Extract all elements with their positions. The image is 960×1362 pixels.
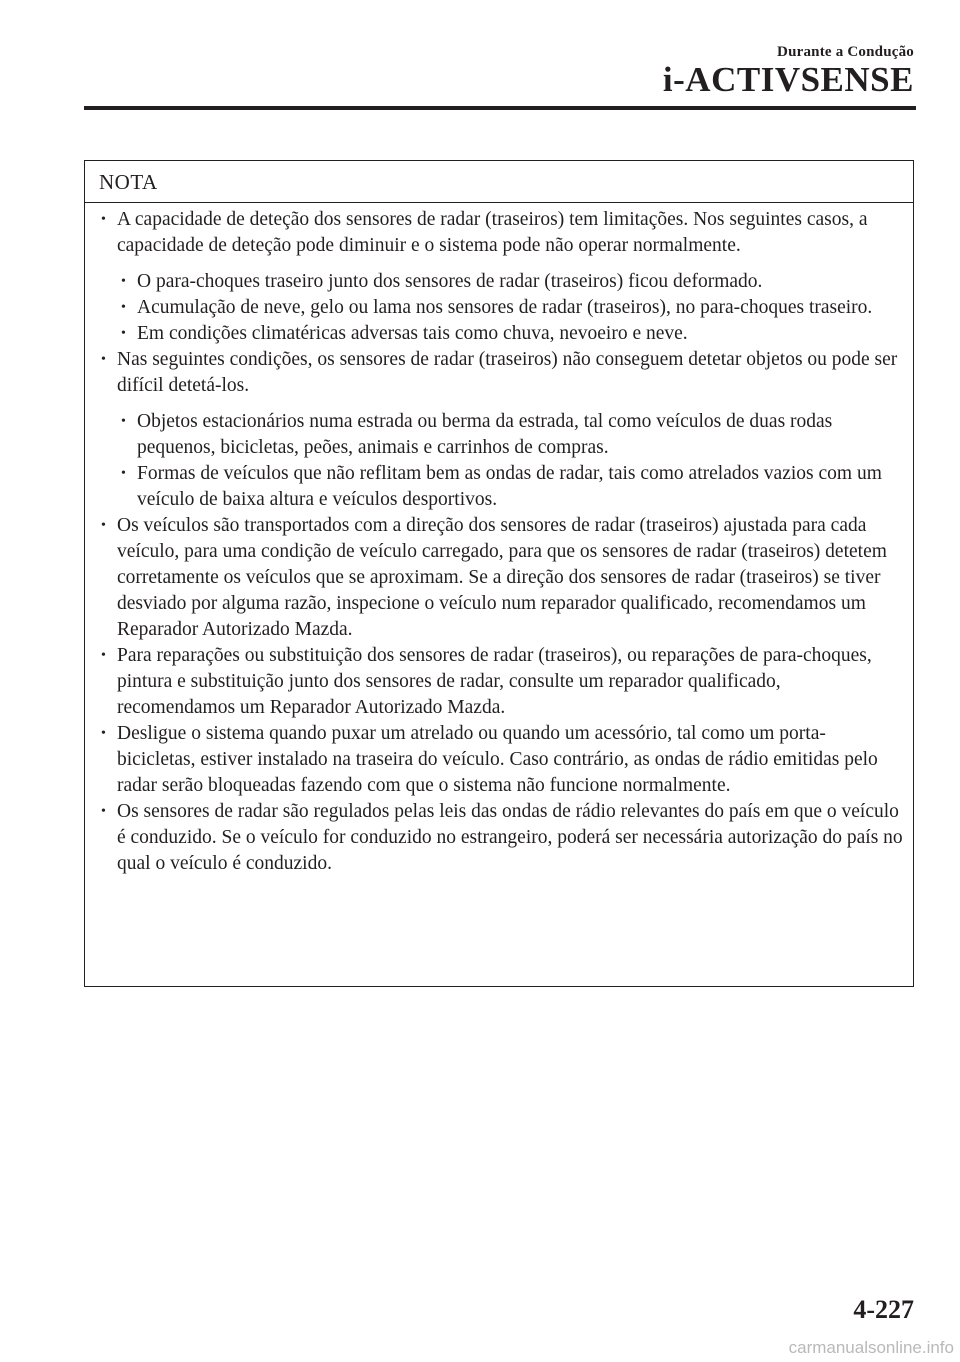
note-item-text: Desligue o sistema quando puxar um atrelado ou quando um acessório, tal como um porta-bicicletas, estiver instalado na traseira do veículo. Caso contrário, as ondas de rádio emitidas pelo radar serão bloqueadas fazendo com que o sistema não funcione normalmente.: [117, 723, 878, 796]
bullet-icon: •: [101, 352, 106, 367]
note-item-text: Formas de veículos que não reflitam bem as ondas de radar, tais como atrelados vazios com um veículo de baixa altura e veículos desportivos.: [137, 463, 882, 510]
note-item: [99, 207, 903, 259]
bullet-icon: •: [121, 300, 126, 315]
note-item: [99, 799, 903, 877]
bullet-icon: •: [101, 648, 106, 663]
note-item: [119, 409, 903, 461]
section-title: Durante a Condução: [777, 44, 914, 60]
note-item-text: Em condições climatéricas adversas tais como chuva, nevoeiro e neve.: [137, 323, 688, 344]
bullet-icon: •: [121, 466, 126, 481]
chapter-title: i-ACTIVSENSE: [662, 60, 914, 99]
note-item: [99, 721, 903, 799]
note-item: [119, 295, 903, 321]
note-item: [119, 461, 903, 513]
note-item: [99, 513, 903, 643]
note-item-text: Os veículos são transportados com a direção dos sensores de radar (traseiros) ajustada para cada veículo, para uma condição de veículo carregado, para que os sensores de radar (traseiros) detetem corretamente os veículos que se aproximam. Se a direção dos sensores de radar (traseiros) se tiver desviado por alguma razão, inspecione o veículo num reparador qualificado, recomendamos um Reparador Autorizado Mazda.: [117, 515, 887, 640]
page-number: 4-227: [853, 1295, 914, 1324]
bullet-icon: •: [121, 326, 126, 341]
watermark[interactable]: carmanualsonline.info: [788, 1338, 954, 1357]
bullet-icon: •: [101, 804, 106, 819]
note-item: [119, 321, 903, 347]
note-item: [99, 643, 903, 721]
note-item-text: Nas seguintes condições, os sensores de radar (traseiros) não conseguem detetar objetos ou pode ser difícil detetá-los.: [117, 349, 898, 396]
bullet-icon: •: [101, 212, 106, 227]
note-item-text: Objetos estacionários numa estrada ou berma da estrada, tal como veículos de duas rodas pequenos, bicicletas, peões, animais e carrinhos de compras.: [137, 411, 833, 458]
bullet-icon: •: [121, 414, 126, 429]
note-item-text: A capacidade de deteção dos sensores de radar (traseiros) tem limitações. Nos seguintes casos, a capacidade de deteção pode diminuir e o sistema pode não operar normalmente.: [117, 209, 868, 256]
note-item-text: Para reparações ou substituição dos sensores de radar (traseiros), ou reparações de para-choques, pintura e substituição junto dos sensores de radar, consulte um reparador qualificado, recomendamos um Reparador Autorizado Mazda.: [117, 645, 872, 718]
bullet-icon: •: [121, 274, 126, 289]
note-item-text: Os sensores de radar são regulados pelas leis das ondas de rádio relevantes do país em que o veículo é conduzido. Se o veículo for conduzido no estrangeiro, poderá ser necessária autorização do país no qual o veículo é conduzido.: [117, 801, 903, 874]
note-heading: NOTA: [85, 161, 913, 203]
note-box: [84, 160, 914, 987]
note-item: [119, 269, 903, 295]
note-body: [85, 203, 913, 877]
header-divider: [84, 106, 916, 110]
note-item: [99, 347, 903, 399]
bullet-icon: •: [101, 726, 106, 741]
bullet-icon: •: [101, 518, 106, 533]
note-item-text: O para-choques traseiro junto dos sensores de radar (traseiros) ficou deformado.: [137, 271, 763, 292]
note-item-text: Acumulação de neve, gelo ou lama nos sensores de radar (traseiros), no para-choques traseiro.: [137, 297, 873, 318]
